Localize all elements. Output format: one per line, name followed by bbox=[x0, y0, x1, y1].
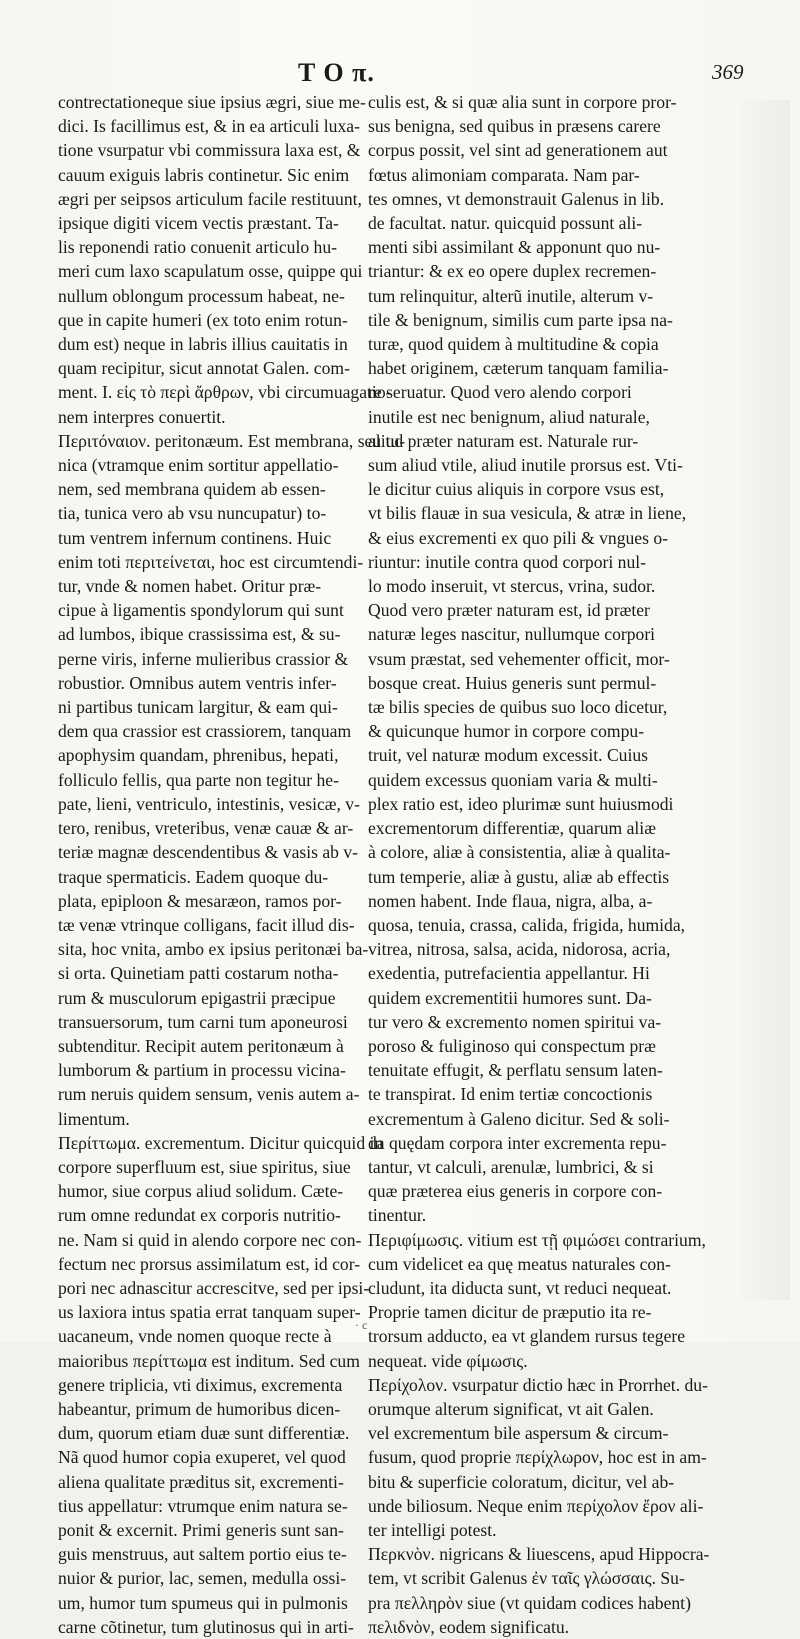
text-line: cauum exiguis labris continetur. Sic enim bbox=[58, 164, 350, 185]
text-line: pra πελληρὸν siue (vt quidam codices habent) bbox=[368, 1592, 691, 1613]
text-line: que in capite humeri (ex toto enim rotun- bbox=[58, 309, 348, 330]
text-line: unde biliosum. Neque enim περίχολον ἔρον ali- bbox=[368, 1495, 704, 1516]
text-line: rum & musculorum epigastrii præcipue bbox=[58, 987, 336, 1008]
text-line: us laxiora intus spatia errat tanquam super- bbox=[58, 1302, 361, 1323]
text-line: bosque creat. Huius generis sunt permul- bbox=[368, 672, 657, 693]
text-line: si orta. Quinetiam patti costarum notha- bbox=[58, 963, 339, 984]
running-head: T O π. bbox=[298, 58, 375, 87]
text-line: à colore, aliæ à consistentia, aliæ à qualita- bbox=[368, 842, 671, 863]
text-line: riuntur: inutile contra quod corpori nul- bbox=[368, 551, 647, 572]
text-line: vsum præstat, sed vehementer officit, mor- bbox=[368, 648, 670, 669]
text-line: pori nec adnascitur accrescitve, sed per ipsi- bbox=[58, 1277, 370, 1298]
text-line: quidem excessus quoniam varia & multi- bbox=[368, 769, 658, 790]
text-line: culis est, & si quæ alia sunt in corpore pror- bbox=[368, 92, 677, 112]
text-line: fectum nec prorsus assimilatum est, id cor- bbox=[58, 1253, 361, 1274]
text-line: naturæ leges nascitur, nullumque corpori bbox=[368, 624, 656, 645]
text-line: Περίττωμα. excrementum. Dicitur quicquid in bbox=[58, 1132, 384, 1153]
text-line: habet originem, cæterum tanquam familia- bbox=[368, 358, 669, 379]
text-line: ne. Nam si quid in alendo corpore nec con- bbox=[58, 1229, 362, 1250]
text-line: fœtus alimoniam comparata. Nam par- bbox=[368, 164, 640, 185]
text-line: apophysim quandam, phrenibus, hepati, bbox=[58, 745, 339, 766]
text-line: tinentur. bbox=[368, 1205, 427, 1226]
text-line: vel excrementum bile aspersum & circum- bbox=[368, 1423, 669, 1444]
text-line: & quicunque humor in corpore compu- bbox=[368, 721, 645, 742]
text-line: robustior. Omnibus autem ventris infer- bbox=[58, 672, 337, 693]
text-line: subtenditur. Recipit autem peritonæum à bbox=[58, 1035, 344, 1056]
text-line: excrementorum differentiæ, quarum aliæ bbox=[368, 818, 656, 839]
text-line: tero, renibus, vreteribus, venæ cauæ & ar- bbox=[58, 818, 354, 839]
text-line: vt bilis flauæ in sua vesicula, & atræ in liene, bbox=[368, 503, 687, 524]
text-line: ponit & excernit. Primi generis sunt san- bbox=[58, 1519, 344, 1540]
text-line: uacaneum, vnde nomen quoque recte à bbox=[58, 1326, 332, 1347]
text-line: ter intelligi potest. bbox=[368, 1519, 497, 1540]
text-line: tantur, vt calculi, arenulæ, lumbrici, & si bbox=[368, 1156, 654, 1177]
text-line: tile & benignum, similis cum parte ipsa na- bbox=[368, 309, 673, 330]
text-line: inutile est nec benignum, aliud naturale, bbox=[368, 406, 650, 427]
text-line: te transpirat. Id enim tertiæ concoctionis bbox=[368, 1084, 653, 1105]
text-line: lo modo inseruit, vt stercus, vrina, sudor. bbox=[368, 576, 656, 597]
text-line: Περκνὸν. nigricans & liuescens, apud Hippocra- bbox=[368, 1544, 710, 1565]
text-line: tum ventrem infernum continens. Huic bbox=[58, 527, 332, 548]
text-line: genere triplicia, vti diximus, excrementa bbox=[58, 1374, 343, 1395]
text-line: cum videlicet ea quę meatus naturales con- bbox=[368, 1253, 671, 1274]
text-line: Περίχολον. vsurpatur dictio hæc in Prorrhet. du- bbox=[368, 1374, 708, 1395]
text-line: fusum, quod proprie περίχλωρον, hoc est in am- bbox=[368, 1447, 707, 1468]
text-line: tes omnes, vt demonstrauit Galenus in lib. bbox=[368, 188, 665, 209]
signature-mark: · c bbox=[355, 1318, 368, 1332]
text-line: excrementum à Galeno dicitur. Sed & soli- bbox=[368, 1108, 670, 1129]
text-line: poroso & fuliginoso qui conspectum præ bbox=[368, 1035, 656, 1056]
text-line: tum temperie, aliæ à gustu, aliæ ab effectis bbox=[368, 866, 670, 887]
text-line: cipue à ligamentis spondylorum qui sunt bbox=[58, 600, 344, 621]
text-line: truit, vel naturæ modum excessit. Cuius bbox=[368, 745, 649, 766]
text-line: plex ratio est, ideo plurimæ sunt huiusmodi bbox=[368, 793, 674, 814]
text-line: carne cõtinetur, tum glutinosus qui in arti- bbox=[58, 1616, 354, 1637]
page-shadow bbox=[730, 100, 790, 1300]
text-line: dum, quorum etiam duæ sunt differentiæ. bbox=[58, 1423, 350, 1444]
text-line: nica (vtramque enim sortitur appellatio- bbox=[58, 455, 339, 476]
text-line: rum neruis quidem sensum, venis autem a- bbox=[58, 1084, 360, 1105]
text-line: enim toti περιτείνεται, hoc est circumtendi- bbox=[58, 551, 364, 572]
text-line: Περιτόναιον. peritonæum. Est membrana, seu tu- bbox=[58, 430, 406, 451]
text-line: quam recipitur, sicut annotat Galen. com- bbox=[58, 358, 350, 379]
text-line: ægri per seipsos articulum facile restituunt, bbox=[58, 188, 362, 209]
text-line: limentum. bbox=[58, 1108, 130, 1129]
text-line: ment. I. εἰς τὸ περὶ ἄρθρων, vbi circumuagatio- bbox=[58, 382, 392, 403]
text-line: um, humor tum spumeus qui in pulmonis bbox=[58, 1592, 348, 1613]
text-line: aliud præter naturam est. Naturale rur- bbox=[368, 430, 639, 451]
text-line: tem, vt scribit Galenus ἐν ταῖς γλώσσαις. Su- bbox=[368, 1568, 685, 1589]
text-line: Περιφίμωσις. vitium est τῇ φιμώσει contrarium, bbox=[368, 1229, 706, 1250]
text-line: lumborum & partium in processu vicina- bbox=[58, 1060, 346, 1081]
text-line: dum est) neque in labris illius cauitatis in bbox=[58, 334, 348, 355]
text-line: turæ, quod quidem à multitudine & copia bbox=[368, 334, 659, 355]
text-line: contrectationeque siue ipsius ægri, siue me- bbox=[58, 92, 366, 112]
text-line: meri cum laxo scapulatum osse, quippe qui bbox=[58, 261, 363, 282]
text-line: & eius excrementi ex quo pili & vngues o- bbox=[368, 527, 669, 548]
text-line: tur vero & excremento nomen spiritui va- bbox=[368, 1011, 662, 1032]
text-line: triantur: & ex eo opere duplex recremen- bbox=[368, 261, 657, 282]
text-line: tum relinquitur, alterũ inutile, alterum v- bbox=[368, 285, 654, 306]
text-line: habeantur, primum de humoribus dicen- bbox=[58, 1398, 341, 1419]
text-line: guis menstruus, aut saltem portio eius te- bbox=[58, 1544, 347, 1565]
text-line: quidem excrementitii humores sunt. Da- bbox=[368, 987, 652, 1008]
text-line: corpore superfluum est, siue spiritus, siue bbox=[58, 1156, 351, 1177]
text-line: tæ bilis species de quibus suo loco dicetur, bbox=[368, 697, 668, 718]
text-line: menti sibi assimilant & apponunt quo nu- bbox=[368, 237, 661, 258]
text-line: orumque alterum significat, vt ait Galen. bbox=[368, 1398, 654, 1419]
text-line: tia, tunica vero ab vsu nuncupatur) to- bbox=[58, 503, 327, 524]
text-line: bitu & superficie coloratum, dicitur, vel ab- bbox=[368, 1471, 675, 1492]
text-line: lis reponendi ratio conuenit articulo hu- bbox=[58, 237, 337, 258]
text-line: vitrea, nitrosa, salsa, acida, nidorosa, acria, bbox=[368, 939, 671, 960]
text-line: sita, hoc vnita, ambo ex ipsius peritonæi ba- bbox=[58, 939, 369, 960]
text-line: de facultat. natur. quicquid possunt ali- bbox=[368, 213, 643, 234]
text-line: le dicitur cuius aliquis in corpore vsus est, bbox=[368, 479, 665, 500]
text-line: nem interpres conuertit. bbox=[58, 406, 226, 427]
text-line: teriæ magnæ descendentibus & vasis ab v- bbox=[58, 842, 359, 863]
text-line: transuersorum, tum carni tum aponeurosi bbox=[58, 1011, 348, 1032]
text-line: nomen habent. Inde flaua, nigra, alba, a- bbox=[368, 890, 653, 911]
text-line: nullum oblongum processum habeat, ne- bbox=[58, 285, 345, 306]
text-line: Proprie tamen dicitur de præputio ita re- bbox=[368, 1302, 652, 1323]
text-line: Nã quod humor copia exuperet, vel quod bbox=[58, 1447, 346, 1468]
text-line: da quędam corpora inter excrementa repu- bbox=[368, 1132, 667, 1153]
text-line: Quod vero præter naturam est, id præter bbox=[368, 600, 650, 621]
text-line: tione vsurpatur vbi commissura laxa est, & bbox=[58, 140, 361, 161]
text-line: nem, sed membrana quidem ab essen- bbox=[58, 479, 326, 500]
text-line: rum omne redundat ex corporis nutritio- bbox=[58, 1205, 341, 1226]
text-line: perne viris, inferne mulieribus crassior & bbox=[58, 648, 349, 669]
text-line: re seruatur. Quod vero alendo corpori bbox=[368, 382, 632, 403]
text-line: pate, lieni, ventriculo, intestinis, vesicæ, v- bbox=[58, 793, 360, 814]
text-line: quæ præterea eius generis in corpore con- bbox=[368, 1181, 663, 1202]
text-line: corpus possit, vel sint ad generationem aut bbox=[368, 140, 668, 161]
text-line: humor, siue corpus aliud solidum. Cæte- bbox=[58, 1181, 344, 1202]
text-line: folliculo fellis, qua parte non tegitur he- bbox=[58, 769, 339, 790]
text-line: tur, vnde & nomen habet. Oritur præ- bbox=[58, 576, 322, 597]
text-line: dem qua crassior est crassiorem, tanquam bbox=[58, 721, 352, 742]
page-number: 369 bbox=[712, 60, 744, 84]
text-line: sum aliud vtile, aliud inutile prorsus est. Vti- bbox=[368, 455, 683, 476]
text-line: ni partibus tunicam largitur, & eam qui- bbox=[58, 697, 338, 718]
text-line: nequeat. vide φίμωσις. bbox=[368, 1350, 528, 1371]
text-line: sus benigna, sed quibus in præsens carere bbox=[368, 116, 661, 137]
text-line: tæ venæ vtrinque colligans, facit illud dis- bbox=[58, 914, 355, 935]
text-line: ad lumbos, ibique crassissima est, & su- bbox=[58, 624, 341, 645]
text-line: quosa, tenuia, crassa, calida, frigida, humida, bbox=[368, 914, 686, 935]
text-line: nuior & purior, lac, semen, medulla ossi- bbox=[58, 1568, 347, 1589]
text-line: exedentia, putrefacientia appellantur. Hi bbox=[368, 963, 650, 984]
text-line: tenuitate effugit, & perflatu sensum laten- bbox=[368, 1060, 663, 1081]
page-header bbox=[0, 54, 800, 94]
text-line: dici. Is facillimus est, & in ea articuli luxa- bbox=[58, 116, 360, 137]
text-line: trorsum adducto, ea vt glandem rursus tegere bbox=[368, 1326, 686, 1347]
right-column bbox=[368, 90, 710, 1639]
text-line: traque spermaticis. Eadem quoque du- bbox=[58, 866, 329, 887]
text-line: cludunt, ita diducta sunt, vt reduci nequeat. bbox=[368, 1277, 672, 1298]
text-line: maioribus περίττωμα est inditum. Sed cum bbox=[58, 1350, 360, 1371]
text-line: ipsique digiti vicem vectis præstant. Ta- bbox=[58, 213, 339, 234]
text-line: aliena qualitate præditus sit, excrementi- bbox=[58, 1471, 344, 1492]
text-line: tius appellatur: vtrumque enim natura se- bbox=[58, 1495, 348, 1516]
text-line: plata, epiploon & mesaræon, ramos por- bbox=[58, 890, 342, 911]
text-line: πελιδνὸν, eodem significatu. bbox=[368, 1616, 570, 1637]
